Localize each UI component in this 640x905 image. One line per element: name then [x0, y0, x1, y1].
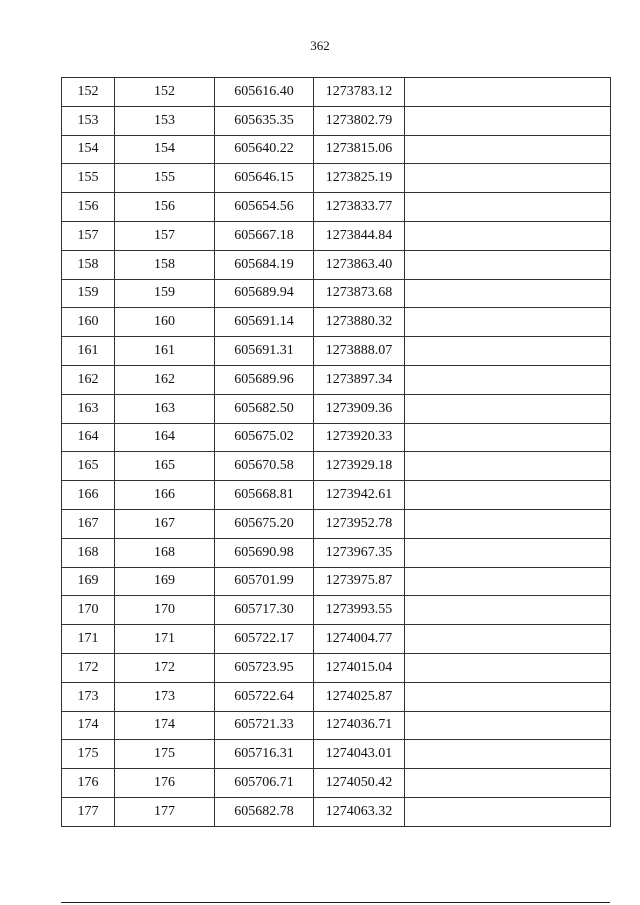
x-coordinate-cell: 605701.99: [215, 567, 314, 596]
point-id-cell: 176: [115, 769, 215, 798]
y-coordinate-cell: 1274015.04: [314, 653, 405, 682]
notes-cell: [405, 509, 611, 538]
notes-cell: [405, 308, 611, 337]
table-row: [62, 596, 611, 625]
notes-cell: [405, 394, 611, 423]
y-coordinate-cell: 1273863.40: [314, 250, 405, 279]
notes-cell: [405, 797, 611, 826]
x-coordinate-cell: 605723.95: [215, 653, 314, 682]
y-coordinate-cell: 1274050.42: [314, 769, 405, 798]
x-coordinate-cell: 605691.31: [215, 337, 314, 366]
point-id-cell: 167: [115, 509, 215, 538]
point-number-cell: 174: [62, 711, 115, 740]
x-coordinate-cell: 605684.19: [215, 250, 314, 279]
footer-rule: [61, 902, 610, 903]
y-coordinate-cell: 1273975.87: [314, 567, 405, 596]
table-row: [62, 106, 611, 135]
table-row: [62, 653, 611, 682]
point-id-cell: 164: [115, 423, 215, 452]
notes-cell: [405, 164, 611, 193]
notes-cell: [405, 221, 611, 250]
table-row: [62, 78, 611, 107]
notes-cell: [405, 423, 611, 452]
point-id-cell: 168: [115, 538, 215, 567]
table-row: [62, 481, 611, 510]
table-row: [62, 221, 611, 250]
x-coordinate-cell: 605646.15: [215, 164, 314, 193]
y-coordinate-cell: 1273920.33: [314, 423, 405, 452]
x-coordinate-cell: 605635.35: [215, 106, 314, 135]
y-coordinate-cell: 1274025.87: [314, 682, 405, 711]
table-row: [62, 193, 611, 222]
point-number-cell: 160: [62, 308, 115, 337]
table-row: [62, 625, 611, 654]
point-number-cell: 167: [62, 509, 115, 538]
y-coordinate-cell: 1273833.77: [314, 193, 405, 222]
y-coordinate-cell: 1273942.61: [314, 481, 405, 510]
notes-cell: [405, 337, 611, 366]
x-coordinate-cell: 605682.50: [215, 394, 314, 423]
notes-cell: [405, 365, 611, 394]
y-coordinate-cell: 1274043.01: [314, 740, 405, 769]
point-id-cell: 170: [115, 596, 215, 625]
point-id-cell: 163: [115, 394, 215, 423]
point-id-cell: 154: [115, 135, 215, 164]
x-coordinate-cell: 605675.20: [215, 509, 314, 538]
table-row: [62, 337, 611, 366]
point-number-cell: 168: [62, 538, 115, 567]
y-coordinate-cell: 1273802.79: [314, 106, 405, 135]
x-coordinate-cell: 605689.96: [215, 365, 314, 394]
table-row: [62, 135, 611, 164]
y-coordinate-cell: 1273873.68: [314, 279, 405, 308]
x-coordinate-cell: 605722.17: [215, 625, 314, 654]
point-id-cell: 174: [115, 711, 215, 740]
table-row: [62, 797, 611, 826]
x-coordinate-cell: 605670.58: [215, 452, 314, 481]
x-coordinate-cell: 605722.64: [215, 682, 314, 711]
x-coordinate-cell: 605682.78: [215, 797, 314, 826]
y-coordinate-cell: 1273825.19: [314, 164, 405, 193]
point-number-cell: 176: [62, 769, 115, 798]
notes-cell: [405, 682, 611, 711]
notes-cell: [405, 193, 611, 222]
y-coordinate-cell: 1273909.36: [314, 394, 405, 423]
y-coordinate-cell: 1273929.18: [314, 452, 405, 481]
notes-cell: [405, 567, 611, 596]
table-row: [62, 509, 611, 538]
table-row: [62, 308, 611, 337]
y-coordinate-cell: 1273952.78: [314, 509, 405, 538]
y-coordinate-cell: 1274063.32: [314, 797, 405, 826]
table-row: [62, 711, 611, 740]
notes-cell: [405, 106, 611, 135]
x-coordinate-cell: 605721.33: [215, 711, 314, 740]
point-id-cell: 157: [115, 221, 215, 250]
point-number-cell: 177: [62, 797, 115, 826]
notes-cell: [405, 135, 611, 164]
notes-cell: [405, 653, 611, 682]
point-number-cell: 162: [62, 365, 115, 394]
x-coordinate-cell: 605668.81: [215, 481, 314, 510]
point-number-cell: 155: [62, 164, 115, 193]
table-row: [62, 250, 611, 279]
point-id-cell: 155: [115, 164, 215, 193]
notes-cell: [405, 78, 611, 107]
notes-cell: [405, 481, 611, 510]
y-coordinate-cell: 1273815.06: [314, 135, 405, 164]
x-coordinate-cell: 605690.98: [215, 538, 314, 567]
y-coordinate-cell: 1273888.07: [314, 337, 405, 366]
point-id-cell: 156: [115, 193, 215, 222]
point-number-cell: 175: [62, 740, 115, 769]
notes-cell: [405, 711, 611, 740]
point-number-cell: 156: [62, 193, 115, 222]
x-coordinate-cell: 605706.71: [215, 769, 314, 798]
point-number-cell: 172: [62, 653, 115, 682]
point-id-cell: 175: [115, 740, 215, 769]
notes-cell: [405, 452, 611, 481]
notes-cell: [405, 538, 611, 567]
notes-cell: [405, 250, 611, 279]
point-id-cell: 159: [115, 279, 215, 308]
point-number-cell: 158: [62, 250, 115, 279]
table-row: [62, 423, 611, 452]
point-number-cell: 171: [62, 625, 115, 654]
point-id-cell: 171: [115, 625, 215, 654]
y-coordinate-cell: 1273844.84: [314, 221, 405, 250]
point-id-cell: 158: [115, 250, 215, 279]
point-number-cell: 153: [62, 106, 115, 135]
table-row: [62, 538, 611, 567]
y-coordinate-cell: 1273993.55: [314, 596, 405, 625]
point-number-cell: 169: [62, 567, 115, 596]
point-number-cell: 154: [62, 135, 115, 164]
x-coordinate-cell: 605691.14: [215, 308, 314, 337]
table-row: [62, 567, 611, 596]
y-coordinate-cell: 1273967.35: [314, 538, 405, 567]
point-id-cell: 166: [115, 481, 215, 510]
point-id-cell: 160: [115, 308, 215, 337]
x-coordinate-cell: 605616.40: [215, 78, 314, 107]
notes-cell: [405, 596, 611, 625]
notes-cell: [405, 279, 611, 308]
point-id-cell: 161: [115, 337, 215, 366]
table-row: [62, 769, 611, 798]
table-row: [62, 394, 611, 423]
point-number-cell: 159: [62, 279, 115, 308]
coordinates-table: [61, 77, 611, 827]
point-id-cell: 177: [115, 797, 215, 826]
table-row: [62, 740, 611, 769]
notes-cell: [405, 769, 611, 798]
y-coordinate-cell: 1274036.71: [314, 711, 405, 740]
coordinates-table-body: [62, 78, 611, 827]
point-id-cell: 173: [115, 682, 215, 711]
point-number-cell: 173: [62, 682, 115, 711]
table-row: [62, 164, 611, 193]
y-coordinate-cell: 1273880.32: [314, 308, 405, 337]
point-number-cell: 152: [62, 78, 115, 107]
page-number: 362: [310, 38, 330, 53]
point-number-cell: 164: [62, 423, 115, 452]
point-id-cell: 172: [115, 653, 215, 682]
table-row: [62, 682, 611, 711]
notes-cell: [405, 625, 611, 654]
notes-cell: [405, 740, 611, 769]
point-id-cell: 152: [115, 78, 215, 107]
point-number-cell: 157: [62, 221, 115, 250]
table-row: [62, 452, 611, 481]
x-coordinate-cell: 605667.18: [215, 221, 314, 250]
point-id-cell: 169: [115, 567, 215, 596]
point-id-cell: 165: [115, 452, 215, 481]
x-coordinate-cell: 605675.02: [215, 423, 314, 452]
point-number-cell: 163: [62, 394, 115, 423]
point-number-cell: 166: [62, 481, 115, 510]
point-number-cell: 161: [62, 337, 115, 366]
table-row: [62, 365, 611, 394]
y-coordinate-cell: 1273783.12: [314, 78, 405, 107]
y-coordinate-cell: 1274004.77: [314, 625, 405, 654]
y-coordinate-cell: 1273897.34: [314, 365, 405, 394]
point-id-cell: 162: [115, 365, 215, 394]
x-coordinate-cell: 605640.22: [215, 135, 314, 164]
table-row: [62, 279, 611, 308]
x-coordinate-cell: 605654.56: [215, 193, 314, 222]
point-id-cell: 153: [115, 106, 215, 135]
point-number-cell: 170: [62, 596, 115, 625]
x-coordinate-cell: 605689.94: [215, 279, 314, 308]
x-coordinate-cell: 605717.30: [215, 596, 314, 625]
x-coordinate-cell: 605716.31: [215, 740, 314, 769]
point-number-cell: 165: [62, 452, 115, 481]
